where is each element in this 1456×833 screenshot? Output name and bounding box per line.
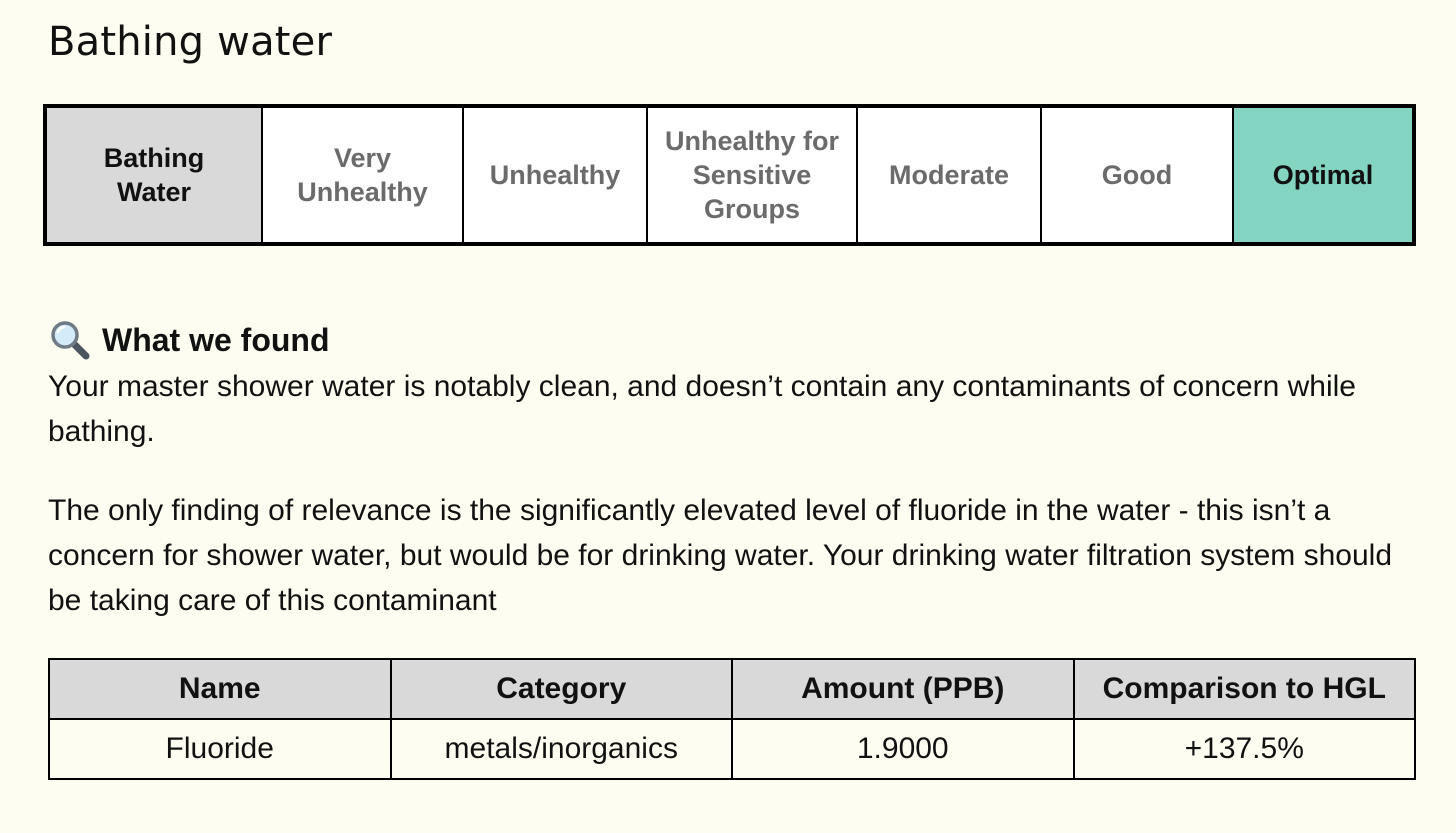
scale-level-unhealthy-sensitive: Unhealthy for Sensitive Groups: [648, 108, 858, 242]
column-header-comparison: Comparison to HGL: [1074, 659, 1416, 719]
findings-paragraph: Your master shower water is notably clean, and doesn’t contain any contaminants of concern while bathing.: [48, 370, 1356, 448]
cell-category: metals/inorganics: [391, 719, 733, 779]
cell-comparison: +137.5%: [1074, 719, 1416, 779]
rating-scale: [43, 104, 1416, 246]
magnifying-glass-icon: [48, 318, 92, 362]
table-row: [49, 719, 1415, 779]
page-title: Bathing water: [48, 19, 333, 65]
scale-level-very-unhealthy: Very Unhealthy: [263, 108, 464, 242]
column-header-name: Name: [49, 659, 391, 719]
scale-label-bathing-water: Bathing Water: [47, 108, 263, 242]
scale-level-optimal: Optimal: [1234, 108, 1412, 242]
cell-name: Fluoride: [49, 719, 391, 779]
findings-heading-text: What we found: [102, 322, 330, 358]
findings-heading: [48, 318, 330, 362]
column-header-amount: Amount (PPB): [732, 659, 1074, 719]
scale-level-moderate: Moderate: [858, 108, 1042, 242]
column-header-category: Category: [391, 659, 733, 719]
contaminants-table: [48, 658, 1416, 780]
table-header-row: [49, 659, 1415, 719]
scale-level-unhealthy: Unhealthy: [464, 108, 648, 242]
findings-paragraph: The only finding of relevance is the significantly elevated level of fluoride in the water - this isn’t a concern for shower water, but would be for drinking water. Your drinking water filtration system should be taking care of this contaminant: [48, 494, 1393, 617]
scale-level-good: Good: [1042, 108, 1234, 242]
cell-amount: 1.9000: [732, 719, 1074, 779]
